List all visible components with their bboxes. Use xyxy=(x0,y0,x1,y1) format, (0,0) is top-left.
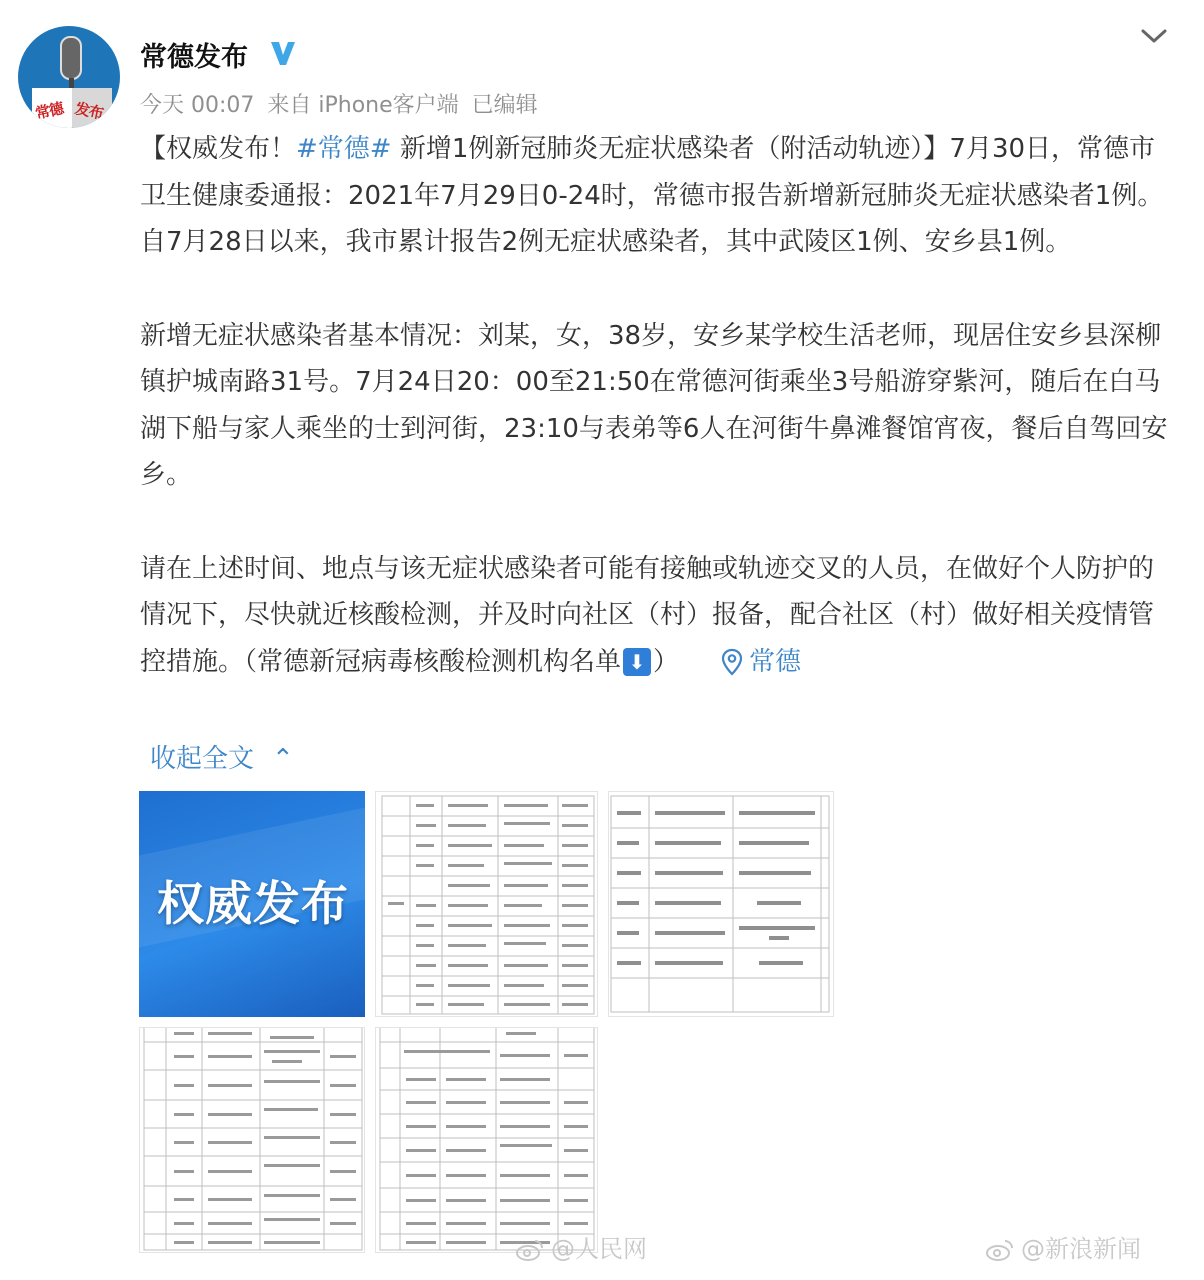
hashtag-link[interactable]: #常德# xyxy=(296,134,392,164)
weibo-icon xyxy=(515,1238,545,1262)
verified-icon xyxy=(268,38,298,68)
avatar-text-right: 发布 xyxy=(73,99,105,123)
table-image xyxy=(609,792,834,1017)
post-body xyxy=(140,126,1170,685)
watermark-right-text: @新浪新闻 xyxy=(1021,1235,1141,1263)
collapse-label: 收起全文 xyxy=(150,744,255,774)
post-paragraph-1 xyxy=(140,126,1170,266)
post-meta xyxy=(140,88,544,119)
location-link[interactable] xyxy=(721,647,801,677)
post-p1-open: 【权威发布！ xyxy=(140,134,297,164)
image-thumbnail-4[interactable] xyxy=(139,1027,365,1253)
table-image xyxy=(376,1028,598,1253)
image-thumbnail-5[interactable] xyxy=(375,1027,598,1253)
down-arrow-emoji: ⬇ xyxy=(623,648,651,676)
avatar-text-left: 常德 xyxy=(33,99,65,123)
post-edited[interactable]: 已编辑 xyxy=(471,93,538,118)
post-p3-close: ） xyxy=(653,646,680,677)
post-source[interactable]: 来自 iPhone客户端 xyxy=(267,93,459,118)
post-paragraph-2: 新增无症状感染者基本情况：刘某，女，38岁，安乡某学校生活老师，现居住安乡县深柳镇护城南路31号。7月24日20：00至21:50在常德河街乘坐3号船游穿紫河，随后在白马湖下船与家人乘坐的士到河街，23:10与表弟等6人在河街牛鼻滩餐馆宵夜，餐后自驾回安乡。 xyxy=(140,320,1168,490)
chevron-down-icon[interactable] xyxy=(1137,22,1171,50)
image-title: 权威发布 xyxy=(157,877,349,932)
chevron-up-icon: ⌃ xyxy=(272,744,294,774)
image-thumbnail-2[interactable] xyxy=(375,791,598,1017)
table-image xyxy=(140,1028,365,1253)
image-thumbnail-3[interactable] xyxy=(608,791,834,1017)
watermark-left-text: @人民网 xyxy=(551,1235,647,1263)
watermark-left xyxy=(515,1229,647,1264)
post-p1-rest: 新增1例新冠肺炎无症状感染者（附活动轨迹）】7月30日，常德市卫生健康委通报：2021年7月29日0-24时，常德市报告新增新冠肺炎无症状感染者1例。自7月28日以来，我市累计报告2例无症状感染者，其中武陵区1例、安乡县1例。 xyxy=(140,134,1164,257)
location-label: 常德 xyxy=(749,646,802,677)
image-thumbnail-1[interactable] xyxy=(139,791,365,1017)
post-paragraph-3 xyxy=(140,546,1170,686)
post-time[interactable]: 今天 00:07 xyxy=(140,93,255,118)
location-pin-icon xyxy=(721,648,743,676)
table-image xyxy=(376,792,598,1017)
microphone-icon xyxy=(60,36,82,80)
account-name[interactable]: 常德发布 xyxy=(140,42,248,73)
watermark-right xyxy=(985,1229,1141,1264)
collapse-full-text-button[interactable] xyxy=(150,738,294,775)
weibo-icon xyxy=(985,1238,1015,1262)
post-p3-text: 请在上述时间、地点与该无症状感染者可能有接触或轨迹交叉的人员，在做好个人防护的情况下，尽快就近核酸检测，并及时向社区（村）报备，配合社区（村）做好相关疫情管控措施。（常德新冠病毒核酸检测机构名单 xyxy=(140,553,1155,677)
avatar[interactable] xyxy=(18,26,120,128)
